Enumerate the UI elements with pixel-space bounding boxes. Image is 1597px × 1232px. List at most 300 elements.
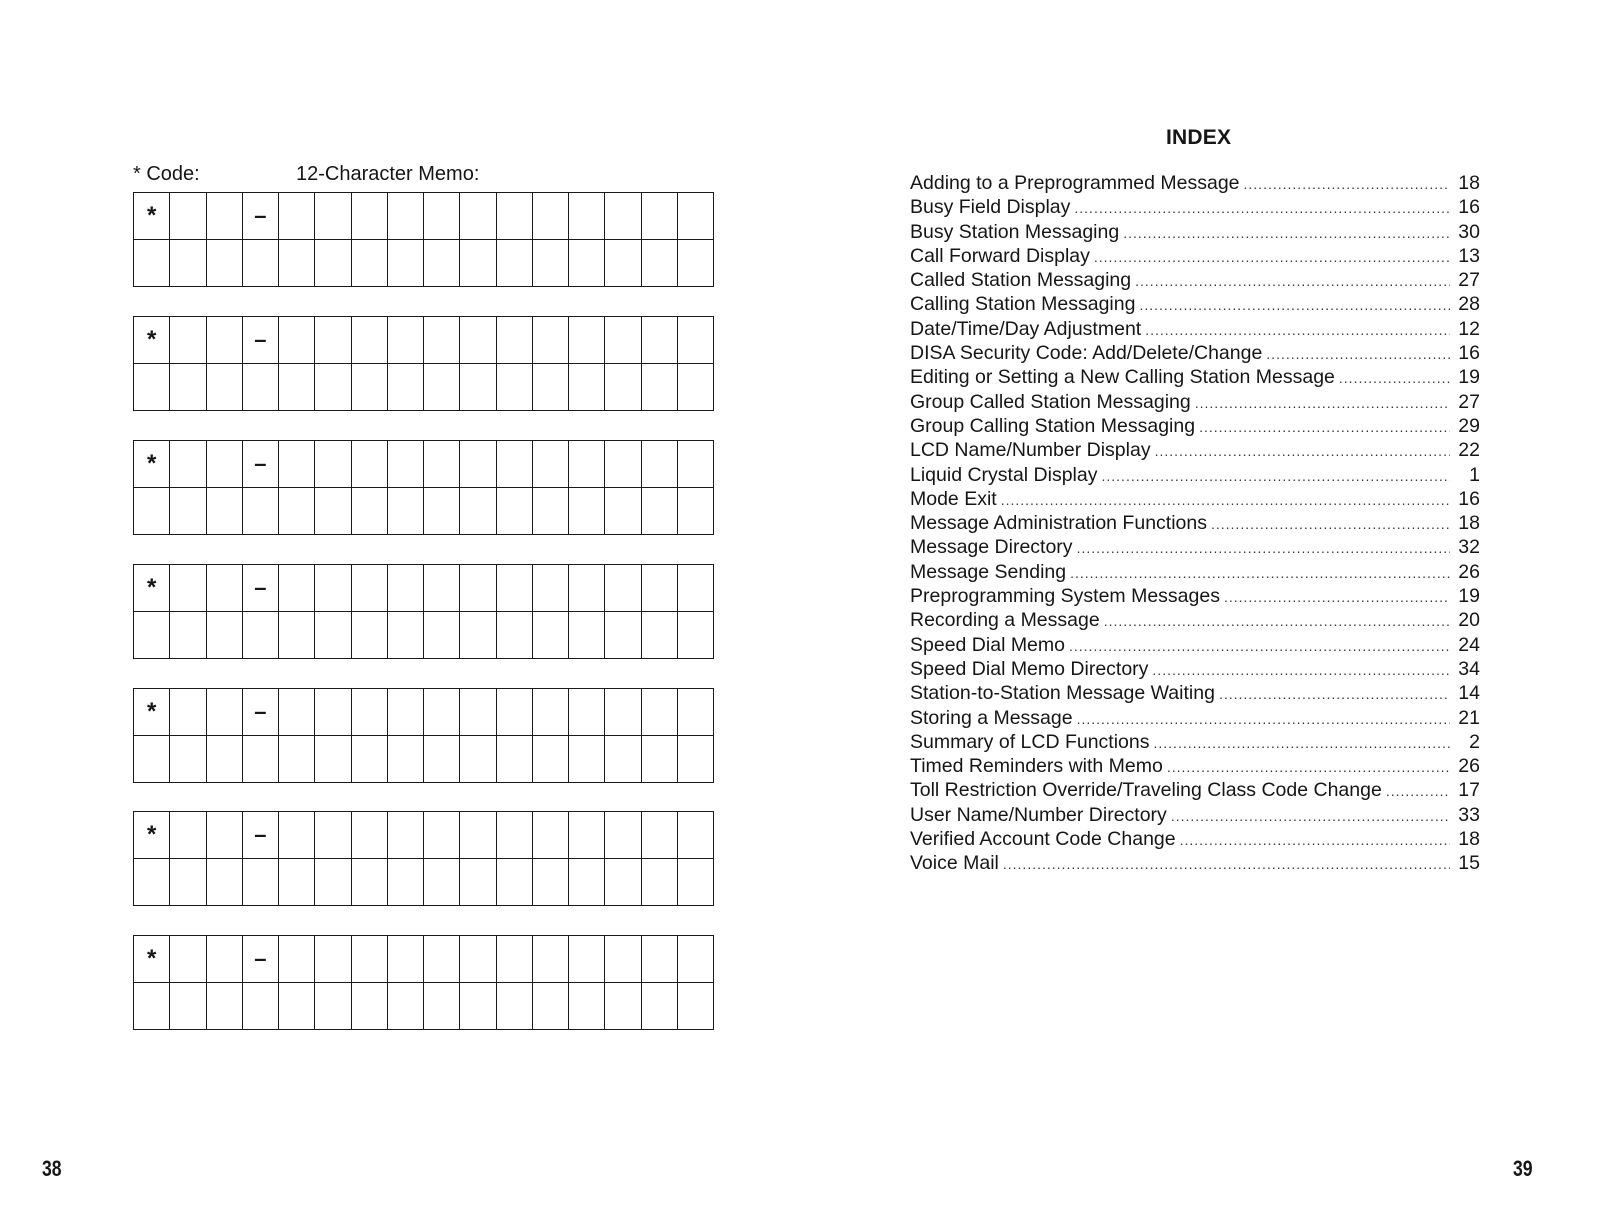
memo-cell (460, 736, 496, 783)
memo-cell (569, 441, 605, 488)
memo-cell (677, 689, 713, 736)
index-entry-label: Busy Field Display (910, 196, 1071, 219)
memo-cell (569, 364, 605, 411)
memo-cell (641, 859, 677, 906)
right-page (798, 0, 1597, 1232)
index-entry-label: Timed Reminders with Memo (910, 755, 1163, 778)
memo-cell (496, 812, 532, 859)
code-label: * Code: (133, 163, 200, 185)
index-entry (910, 488, 1480, 512)
memo-cell (279, 612, 315, 659)
memo-cell (641, 565, 677, 612)
index-entry (910, 391, 1480, 415)
dash-cell: – (242, 317, 278, 364)
star-cell: * (134, 565, 170, 612)
index-entry-label: Speed Dial Memo (910, 633, 1065, 656)
index-entry-label: Storing a Message (910, 706, 1073, 729)
index-entry (910, 293, 1480, 317)
page-number-right: 39 (1513, 1156, 1533, 1181)
memo-cell (460, 983, 496, 1030)
index-entry-page: 32 (1458, 536, 1480, 559)
memo-cell (387, 317, 423, 364)
memo-cell (315, 565, 351, 612)
memo-cell (605, 812, 641, 859)
memo-cell (460, 859, 496, 906)
dot-leader (1001, 492, 1450, 508)
memo-cell (532, 859, 568, 906)
index-entry-label: Calling Station Messaging (910, 293, 1136, 316)
memo-cell (424, 859, 460, 906)
memo-cell (170, 936, 206, 983)
memo-cell (641, 441, 677, 488)
memo-cell (569, 689, 605, 736)
dot-leader (1199, 419, 1450, 435)
dot-leader (1070, 565, 1450, 581)
memo-cell (532, 565, 568, 612)
index-entry-label: Speed Dial Memo Directory (910, 657, 1149, 680)
memo-cell (170, 488, 206, 535)
memo-cell (279, 317, 315, 364)
memo-grid (133, 316, 714, 411)
memo-cell (242, 364, 278, 411)
memo-cell (496, 983, 532, 1030)
index-entry (910, 512, 1480, 536)
memo-cell (134, 983, 170, 1030)
memo-cell (242, 240, 278, 287)
index-entry (910, 707, 1480, 731)
index-entry-page: 26 (1458, 560, 1480, 583)
memo-cell (134, 859, 170, 906)
memo-cell (677, 364, 713, 411)
memo-cell (424, 488, 460, 535)
index-entry-label: Message Directory (910, 536, 1073, 559)
memo-cell (279, 193, 315, 240)
memo-cell (351, 364, 387, 411)
index-entry-label: Voice Mail (910, 852, 999, 875)
index-entry-page: 16 (1458, 196, 1480, 219)
memo-cell (641, 983, 677, 1030)
memo-cell (170, 240, 206, 287)
memo-cell (605, 936, 641, 983)
memo-cell (387, 859, 423, 906)
dot-leader (1195, 395, 1450, 411)
index-entry-page: 12 (1458, 317, 1480, 340)
index-entry-page: 20 (1458, 609, 1480, 632)
memo-cell (460, 612, 496, 659)
index-entry-label: Busy Station Messaging (910, 220, 1120, 243)
memo-cell (424, 364, 460, 411)
memo-cell (315, 193, 351, 240)
dot-leader (1180, 832, 1450, 848)
index-entry (910, 415, 1480, 439)
index-entry-label: Summary of LCD Functions (910, 730, 1150, 753)
index-entry-label: Group Called Station Messaging (910, 390, 1191, 413)
index-entry-page: 14 (1458, 682, 1480, 705)
memo-cell (641, 936, 677, 983)
memo-cell (315, 859, 351, 906)
memo-grid (133, 564, 714, 659)
memo-cell (460, 441, 496, 488)
dot-leader (1339, 370, 1450, 386)
memo-cell (460, 193, 496, 240)
memo-cell (424, 812, 460, 859)
index-entry (910, 585, 1480, 609)
index-entry-label: Group Calling Station Messaging (910, 414, 1196, 437)
memo-cell (460, 689, 496, 736)
dot-leader (1069, 638, 1450, 654)
memo-cell (532, 317, 568, 364)
index-entry (910, 852, 1480, 876)
dot-leader (1244, 176, 1450, 192)
memo-cell (279, 736, 315, 783)
memo-cell (496, 736, 532, 783)
memo-cell (569, 612, 605, 659)
memo-cell (641, 736, 677, 783)
index-entry-page: 28 (1458, 293, 1480, 316)
dot-leader (1003, 856, 1450, 872)
memo-cell (569, 565, 605, 612)
memo-cell (206, 565, 242, 612)
index-entry-page: 19 (1458, 585, 1480, 608)
memo-cell (170, 193, 206, 240)
index-entry (910, 682, 1480, 706)
index-entry (910, 731, 1480, 755)
index-entry (910, 464, 1480, 488)
memo-cell (569, 193, 605, 240)
index-entry-page: 21 (1458, 706, 1480, 729)
memo-cell (641, 364, 677, 411)
index-entry-page: 18 (1458, 172, 1480, 194)
index-entry-label: Recording a Message (910, 609, 1100, 632)
memo-cell (641, 240, 677, 287)
index-entry (910, 221, 1480, 245)
memo-cell (315, 736, 351, 783)
memo-cell (424, 441, 460, 488)
memo-cell (460, 488, 496, 535)
memo-cell (279, 689, 315, 736)
memo-cell (279, 240, 315, 287)
memo-cell (677, 983, 713, 1030)
dot-leader (1077, 711, 1450, 727)
memo-cell (242, 859, 278, 906)
memo-cell (460, 317, 496, 364)
dot-leader (1123, 225, 1450, 241)
memo-cell (315, 441, 351, 488)
memo-cell (170, 441, 206, 488)
dot-leader (1167, 759, 1450, 775)
memo-cell (641, 812, 677, 859)
memo-cell (605, 736, 641, 783)
memo-cell (134, 736, 170, 783)
memo-cell (532, 240, 568, 287)
memo-cell (677, 812, 713, 859)
memo-cell (677, 612, 713, 659)
memo-cell (424, 936, 460, 983)
index-entry (910, 804, 1480, 828)
memo-cell (605, 488, 641, 535)
index-entry-page: 27 (1458, 269, 1480, 292)
memo-cell (315, 689, 351, 736)
index-entry (910, 366, 1480, 390)
memo-cell (170, 364, 206, 411)
memo-cell (170, 612, 206, 659)
index-entry-label: Mode Exit (910, 487, 997, 510)
memo-cell (134, 364, 170, 411)
memo-cell (387, 240, 423, 287)
memo-cell (460, 240, 496, 287)
memo-cell (677, 859, 713, 906)
left-page (0, 0, 798, 1232)
memo-cell (242, 612, 278, 659)
memo-cell (315, 317, 351, 364)
memo-cell (170, 689, 206, 736)
memo-cell (351, 317, 387, 364)
memo-cell (170, 983, 206, 1030)
memo-cell (134, 240, 170, 287)
dot-leader (1077, 540, 1450, 556)
dot-leader (1171, 808, 1450, 824)
memo-cell (242, 736, 278, 783)
memo-cell (496, 193, 532, 240)
star-cell: * (134, 936, 170, 983)
index-entry-page: 16 (1458, 342, 1480, 365)
dash-cell: – (242, 812, 278, 859)
memo-cell (424, 193, 460, 240)
index-entry-page: 33 (1458, 803, 1480, 826)
memo-cell (134, 488, 170, 535)
memo-cell (532, 441, 568, 488)
dot-leader (1139, 297, 1450, 313)
index-entry-page: 27 (1458, 390, 1480, 413)
memo-cell (351, 488, 387, 535)
memo-cell (569, 983, 605, 1030)
memo-cell (496, 317, 532, 364)
memo-cell (351, 565, 387, 612)
index-entry-label: Station-to-Station Message Waiting (910, 682, 1215, 705)
memo-grid (133, 935, 714, 1030)
index-entry-label: Liquid Crystal Display (910, 463, 1098, 486)
memo-cell (641, 612, 677, 659)
dot-leader (1135, 273, 1450, 289)
memo-cell (351, 441, 387, 488)
memo-cell (532, 736, 568, 783)
memo-cell (605, 859, 641, 906)
memo-cell (206, 736, 242, 783)
star-cell: * (134, 812, 170, 859)
index-entry-page: 18 (1458, 828, 1480, 851)
memo-cell (569, 317, 605, 364)
dash-cell: – (242, 441, 278, 488)
memo-grid (133, 440, 714, 535)
dot-leader (1224, 589, 1450, 605)
memo-cell (134, 612, 170, 659)
memo-cell (460, 812, 496, 859)
memo-cell (206, 364, 242, 411)
star-cell: * (134, 317, 170, 364)
memo-cell (532, 689, 568, 736)
memo-cell (387, 488, 423, 535)
memo-cell (569, 812, 605, 859)
memo-cell (605, 317, 641, 364)
memo-cell (569, 859, 605, 906)
memo-cell (677, 240, 713, 287)
memo-cell (315, 612, 351, 659)
memo-cell (677, 441, 713, 488)
memo-cell (641, 193, 677, 240)
memo-grid (133, 192, 714, 287)
index-entry-label: LCD Name/Number Display (910, 439, 1151, 462)
memo-cell (677, 488, 713, 535)
index-entry-page: 16 (1458, 487, 1480, 510)
memo-grid (133, 811, 714, 906)
memo-cell (677, 936, 713, 983)
dot-leader (1266, 346, 1450, 362)
index-entry-label: Editing or Setting a New Calling Station Message (910, 366, 1335, 389)
memo-cell (170, 859, 206, 906)
index-entry (910, 245, 1480, 269)
memo-cell (351, 812, 387, 859)
memo-cell (605, 441, 641, 488)
index-entry-label: Called Station Messaging (910, 269, 1132, 292)
memo-cell (206, 859, 242, 906)
memo-cell (532, 364, 568, 411)
index-entry (910, 561, 1480, 585)
memo-cell (279, 364, 315, 411)
memo-cell (279, 936, 315, 983)
memo-cell (351, 193, 387, 240)
index-entry-label: DISA Security Code: Add/Delete/Change (910, 342, 1263, 365)
memo-cell (496, 488, 532, 535)
index-entry (910, 779, 1480, 803)
memo-cell (315, 364, 351, 411)
memo-cell (460, 364, 496, 411)
star-cell: * (134, 689, 170, 736)
memo-cell (569, 936, 605, 983)
memo-cell (677, 565, 713, 612)
memo-cell (315, 240, 351, 287)
index-entry-page: 24 (1458, 633, 1480, 656)
dash-cell: – (242, 936, 278, 983)
memo-cell (279, 812, 315, 859)
memo-cell (170, 565, 206, 612)
index-entry-label: Toll Restriction Override/Traveling Class Code Change (910, 779, 1382, 802)
memo-cell (170, 812, 206, 859)
index-entry-page: 26 (1458, 755, 1480, 778)
memo-cell (351, 983, 387, 1030)
memo-cell (387, 565, 423, 612)
memo-cell (206, 689, 242, 736)
memo-cell (532, 488, 568, 535)
memo-cell (677, 317, 713, 364)
memo-cell (496, 689, 532, 736)
index-entry-page: 22 (1458, 439, 1480, 462)
memo-cell (279, 859, 315, 906)
memo-cell (206, 240, 242, 287)
memo-cell (279, 983, 315, 1030)
dot-leader (1152, 662, 1450, 678)
memo-cell (605, 689, 641, 736)
memo-cell (496, 565, 532, 612)
memo-cell (424, 736, 460, 783)
memo-cell (387, 983, 423, 1030)
index-entry-label: Call Forward Display (910, 244, 1090, 267)
memo-cell (424, 689, 460, 736)
index-entry-page: 29 (1458, 414, 1480, 437)
memo-cell (496, 936, 532, 983)
memo-cell (279, 441, 315, 488)
index-list (910, 172, 1480, 877)
memo-cell (206, 488, 242, 535)
dot-leader (1211, 516, 1450, 532)
dash-cell: – (242, 193, 278, 240)
index-entry-page: 17 (1458, 779, 1480, 802)
index-entry-label: Adding to a Preprogrammed Message (910, 172, 1240, 194)
memo-cell (242, 983, 278, 1030)
index-entry-label: Verified Account Code Change (910, 828, 1176, 851)
memo-cell (532, 936, 568, 983)
index-entry-label: User Name/Number Directory (910, 803, 1167, 826)
memo-cell (605, 364, 641, 411)
memo-cell (387, 612, 423, 659)
memo-cell (569, 488, 605, 535)
memo-cell (387, 689, 423, 736)
dot-leader (1219, 686, 1450, 702)
memo-cell (387, 936, 423, 983)
memo-cell (351, 736, 387, 783)
star-cell: * (134, 193, 170, 240)
page-number-left: 38 (42, 1156, 62, 1181)
memo-cell (351, 859, 387, 906)
memo-cell (351, 936, 387, 983)
dash-cell: – (242, 689, 278, 736)
memo-cell (279, 488, 315, 535)
memo-cell (496, 441, 532, 488)
memo-cell (496, 859, 532, 906)
memo-cell (605, 612, 641, 659)
memo-cell (605, 240, 641, 287)
index-entry (910, 196, 1480, 220)
memo-cell (206, 317, 242, 364)
memo-cell (424, 240, 460, 287)
memo-cell (532, 612, 568, 659)
memo-cell (641, 689, 677, 736)
memo-cell (569, 736, 605, 783)
memo-cell (460, 936, 496, 983)
memo-cell (605, 193, 641, 240)
memo-cell (206, 983, 242, 1030)
memo-cell (170, 317, 206, 364)
index-entry (910, 269, 1480, 293)
dot-leader (1145, 322, 1450, 338)
index-entry-page: 30 (1458, 220, 1480, 243)
memo-cell (496, 364, 532, 411)
memo-cell (532, 983, 568, 1030)
index-entry (910, 634, 1480, 658)
index-entry-page: 2 (1469, 730, 1480, 753)
memo-cell (387, 441, 423, 488)
memo-cell (460, 565, 496, 612)
index-entry-page: 13 (1458, 244, 1480, 267)
memo-cell (387, 812, 423, 859)
memo-cell (532, 812, 568, 859)
memo-cell (279, 565, 315, 612)
memo-cell (206, 612, 242, 659)
index-entry-label: Message Administration Functions (910, 512, 1207, 535)
index-entry (910, 439, 1480, 463)
memo-cell (387, 736, 423, 783)
index-entry-label: Message Sending (910, 560, 1067, 583)
index-entry (910, 755, 1480, 779)
